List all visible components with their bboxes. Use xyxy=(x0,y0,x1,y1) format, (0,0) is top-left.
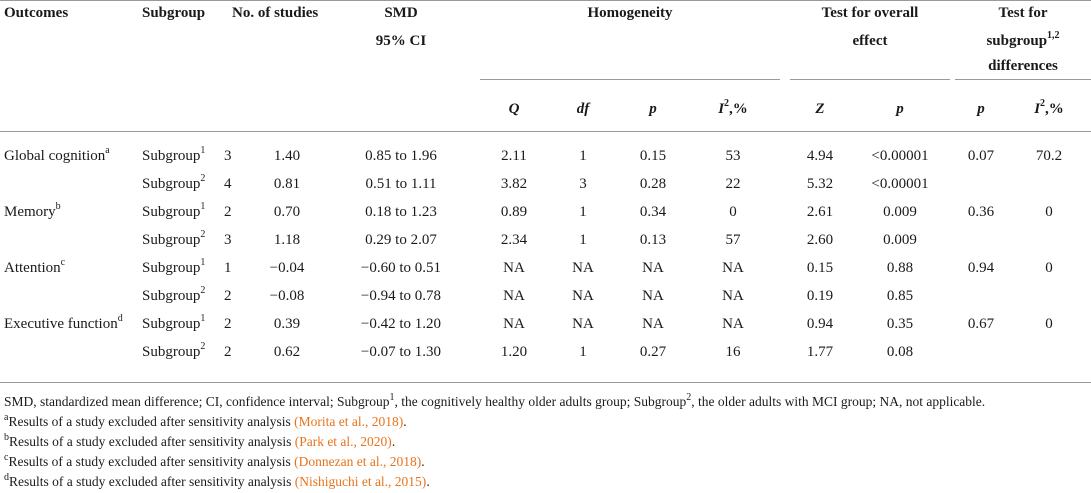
p-subgroup-value: 0.07 xyxy=(967,148,995,164)
p-overall-value: <0.00001 xyxy=(871,176,929,192)
p-value: NA xyxy=(642,316,664,332)
z-value: 2.60 xyxy=(806,232,834,248)
p-overall-value: 0.08 xyxy=(886,344,914,360)
p-overall-value: 0.009 xyxy=(883,204,917,220)
outcome-label: Global cognition$^a$ xyxy=(4,145,110,164)
df-value: NA xyxy=(572,260,594,276)
header-test-overall-line2: effect xyxy=(852,33,888,49)
q-value: 1.20 xyxy=(500,344,528,360)
subgroup-label: Subgroup$^2$ xyxy=(142,285,206,304)
i2-value: 57 xyxy=(725,232,741,248)
ci-value: 0.51 to 1.11 xyxy=(365,176,437,192)
df-value: 3 xyxy=(579,176,587,192)
studies-count: 4 xyxy=(224,176,232,192)
p-value: 0.27 xyxy=(639,344,667,360)
p-overall-value: 0.85 xyxy=(886,288,914,304)
p-value: 0.34 xyxy=(639,204,667,220)
smd-value: −0.08 xyxy=(269,288,305,304)
header-test-subgroup-line3: differences xyxy=(988,58,1058,74)
p-subgroup-value: 0.94 xyxy=(967,260,995,276)
smd-value: 0.39 xyxy=(273,316,301,332)
q-value: NA xyxy=(503,260,525,276)
smd-value: −0.04 xyxy=(269,260,305,276)
smd-value: 0.70 xyxy=(273,204,301,220)
ci-value: −0.07 to 1.30 xyxy=(360,344,442,360)
subgroup-label: Subgroup$^1$ xyxy=(142,201,206,220)
ci-value: −0.42 to 1.20 xyxy=(360,316,442,332)
p-value: NA xyxy=(642,260,664,276)
i2-value: NA xyxy=(722,288,744,304)
z-value: 0.15 xyxy=(806,260,834,276)
studies-count: 1 xyxy=(224,260,232,276)
subgroup-label: Subgroup$^1$ xyxy=(142,313,206,332)
p-overall-value: 0.009 xyxy=(883,232,917,248)
smd-value: 0.81 xyxy=(273,176,301,192)
studies-count: 2 xyxy=(224,288,232,304)
p-value: 0.28 xyxy=(639,176,667,192)
subgroup-label: Subgroup$^1$ xyxy=(142,257,206,276)
subgroup-label: Subgroup$^2$ xyxy=(142,229,206,248)
footnote-abbreviations: SMD, standardized mean difference; CI, confidence interval; Subgroup$^1$, the cognitively healthy older adults group; Subgroup$^2$, the older adults with MCI group; NA, not applicable. xyxy=(4,391,986,409)
p-value: 0.15 xyxy=(639,148,667,164)
studies-count: 2 xyxy=(224,316,232,332)
header-95-ci: 95% CI xyxy=(375,33,427,49)
q-value: 3.82 xyxy=(500,176,528,192)
df-value: NA xyxy=(572,316,594,332)
df-value: 1 xyxy=(579,204,587,220)
studies-count: 3 xyxy=(224,148,232,164)
i2-value: 53 xyxy=(725,148,741,164)
subgroup-test-rule xyxy=(955,79,1091,80)
smd-value: 1.40 xyxy=(273,148,301,164)
p-overall-value: <0.00001 xyxy=(871,148,929,164)
header-i2-subgroup: $I^2,\%$ xyxy=(1034,98,1064,117)
citation-link[interactable]: (Donnezan et al., 2018) xyxy=(294,454,422,469)
i2-value: 22 xyxy=(725,176,741,192)
df-value: 1 xyxy=(579,232,587,248)
table-top-rule xyxy=(0,0,1091,1)
z-value: 4.94 xyxy=(806,148,834,164)
subgroup-label: Subgroup$^2$ xyxy=(142,341,206,360)
header-p-subgroup: p xyxy=(977,101,985,117)
i2-subgroup-value: 70.2 xyxy=(1035,148,1063,164)
i2-subgroup-value: 0 xyxy=(1045,316,1053,332)
q-value: 2.34 xyxy=(500,232,528,248)
p-value: 0.13 xyxy=(639,232,667,248)
smd-value: 1.18 xyxy=(273,232,301,248)
i2-value: 16 xyxy=(725,344,741,360)
footnote-a: $^a$Results of a study excluded after sensitivity analysis (Morita et al., 2018). xyxy=(4,411,407,429)
footnote-c: $^c$Results of a study excluded after sensitivity analysis (Donnezan et al., 2018). xyxy=(4,451,425,469)
header-subgroup: Subgroup xyxy=(142,5,206,21)
smd-value: 0.62 xyxy=(273,344,301,360)
i2-subgroup-value: 0 xyxy=(1045,204,1053,220)
header-p: p xyxy=(649,101,657,117)
citation-link[interactable]: (Park et al., 2020) xyxy=(294,434,392,449)
studies-count: 2 xyxy=(224,344,232,360)
ci-value: 0.85 to 1.96 xyxy=(365,148,437,164)
z-value: 0.19 xyxy=(806,288,834,304)
p-subgroup-value: 0.67 xyxy=(967,316,995,332)
z-value: 5.32 xyxy=(806,176,834,192)
q-value: 2.11 xyxy=(501,148,527,164)
df-value: 1 xyxy=(579,344,587,360)
z-value: 2.61 xyxy=(806,204,834,220)
header-i2: $I^2,\%$ xyxy=(718,98,748,117)
p-overall-value: 0.88 xyxy=(886,260,914,276)
i2-value: 0 xyxy=(729,204,737,220)
z-value: 1.77 xyxy=(806,344,834,360)
i2-value: NA xyxy=(722,316,744,332)
subgroup-label: Subgroup$^2$ xyxy=(142,173,206,192)
header-bottom-rule xyxy=(0,131,1091,132)
footnote-d: $^d$Results of a study excluded after sensitivity analysis (Nishiguchi et al., 2015). xyxy=(4,471,430,489)
header-z: Z xyxy=(815,101,825,117)
ci-value: −0.60 to 0.51 xyxy=(360,260,442,276)
studies-count: 2 xyxy=(224,204,232,220)
q-value: 0.89 xyxy=(500,204,528,220)
outcome-label: Executive function$^d$ xyxy=(4,313,123,332)
homogeneity-rule xyxy=(480,79,780,80)
q-value: NA xyxy=(503,316,525,332)
header-no-of-studies: No. of studies xyxy=(232,5,319,21)
header-q: Q xyxy=(508,101,520,117)
citation-link[interactable]: (Morita et al., 2018) xyxy=(294,414,404,429)
header-test-subgroup-line2: subgroup$^{1,2}$ xyxy=(986,30,1060,49)
ci-value: −0.94 to 0.78 xyxy=(360,288,442,304)
studies-count: 3 xyxy=(224,232,232,248)
header-smd: SMD xyxy=(384,5,418,21)
p-value: NA xyxy=(642,288,664,304)
df-value: NA xyxy=(572,288,594,304)
i2-subgroup-value: 0 xyxy=(1045,260,1053,276)
p-subgroup-value: 0.36 xyxy=(967,204,995,220)
outcome-label: Attention$^c$ xyxy=(4,257,66,276)
outcome-label: Memory$^b$ xyxy=(4,201,61,220)
i2-value: NA xyxy=(722,260,744,276)
header-test-subgroup-line1: Test for xyxy=(998,5,1048,21)
df-value: 1 xyxy=(579,148,587,164)
header-df: df xyxy=(576,101,590,117)
ci-value: 0.29 to 2.07 xyxy=(365,232,437,248)
citation-link[interactable]: (Nishiguchi et al., 2015) xyxy=(294,474,427,489)
table-bottom-rule xyxy=(0,382,1091,383)
header-p-overall: p xyxy=(896,101,904,117)
overall-effect-rule xyxy=(790,79,950,80)
subgroup-label: Subgroup$^1$ xyxy=(142,145,206,164)
footnote-b: $^b$Results of a study excluded after sensitivity analysis (Park et al., 2020). xyxy=(4,431,396,449)
ci-value: 0.18 to 1.23 xyxy=(365,204,437,220)
q-value: NA xyxy=(503,288,525,304)
header-test-overall-line1: Test for overall xyxy=(821,5,919,21)
header-outcomes: Outcomes xyxy=(4,5,69,21)
z-value: 0.94 xyxy=(806,316,834,332)
header-homogeneity: Homogeneity xyxy=(587,5,673,21)
p-overall-value: 0.35 xyxy=(886,316,914,332)
